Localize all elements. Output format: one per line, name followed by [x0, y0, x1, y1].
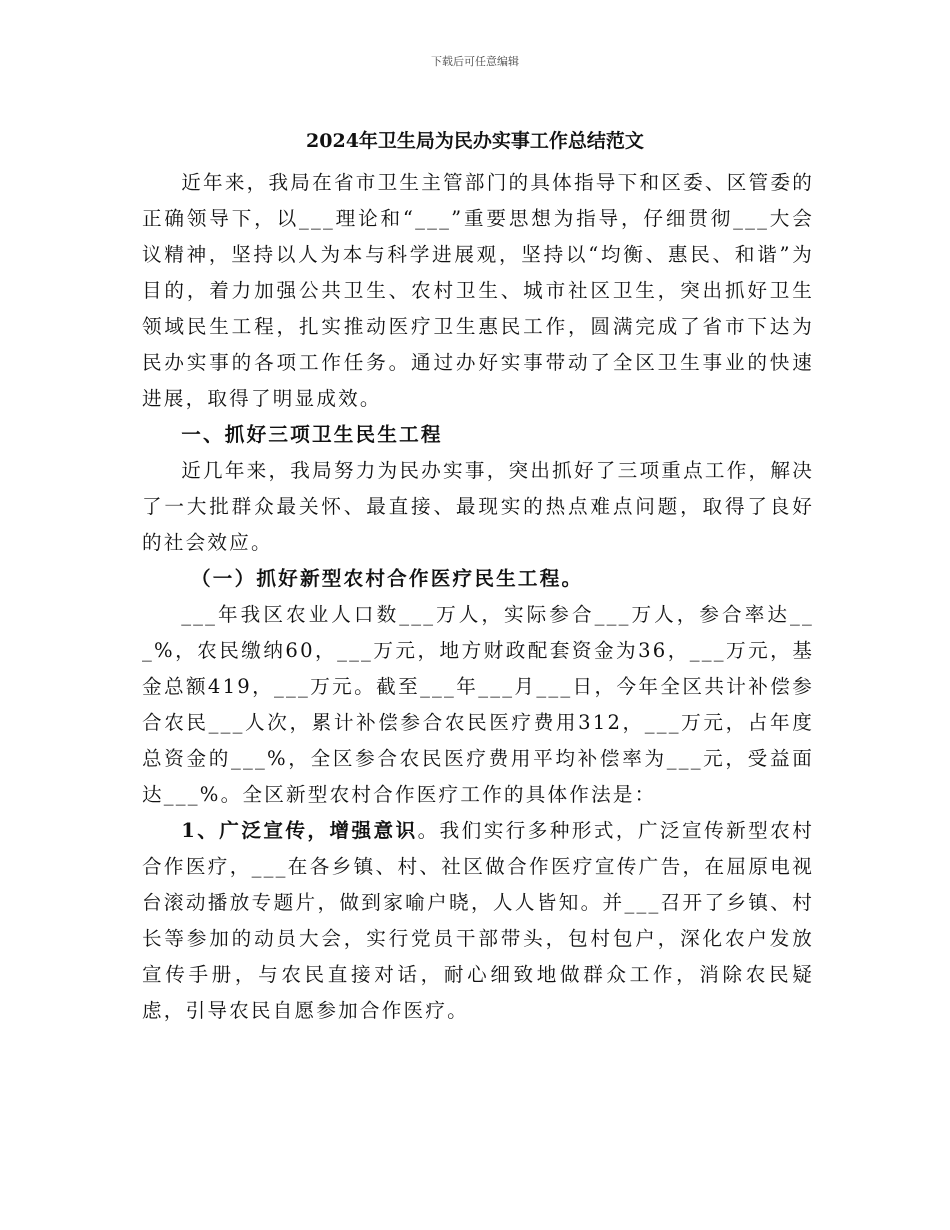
paragraph-3-lead: 1、广泛宣传，增强意识 [181, 819, 418, 842]
document-body [142, 165, 814, 1029]
section-heading-1: 一、抓好三项卫生民生工程 [181, 423, 443, 446]
document-title: 2024年卫生局为民办实事工作总结范文 [306, 130, 644, 152]
paragraph-3-text: 。我们实行多种形式，广泛宣传新型农村合作医疗，___在各乡镇、村、社区做合作医疗宣传广告，在屈原电视台滚动播放专题片，做到家喻户晓，人人皆知。并___召开了乡镇、村长等参加的动员大会，实行党员干部带头，包村包户，深化农户发放宣传手册，与农民直接对话，耐心细致地做群众工作，消除农民疑虑，引导农民自愿参加合作医疗。 [142, 819, 814, 1022]
header-note: 下载后可任意编辑 [431, 55, 519, 68]
paragraph-3 [142, 813, 814, 1029]
paragraph-intro: 近年来，我局在省市卫生主管部门的具体指导下和区委、区管委的正确领导下，以___理论和“___”重要思想为指导，仔细贯彻___大会议精神，坚持以人为本与科学进展观，坚持以“均衡、惠民、和谐”为目的，着力加强公共卫生、农村卫生、城市社区卫生，突出抓好卫生领域民生工程，扎实推动医疗卫生惠民工作，圆满完成了省市下达为民办实事的各项工作任务。通过办好实事带动了全区卫生事业的快速进展，取得了明显成效。 [142, 171, 814, 410]
subsection-heading-1: （一）抓好新型农村合作医疗民生工程。 [191, 567, 584, 590]
paragraph-1: 近几年来，我局努力为民办实事，突出抓好了三项重点工作，解决了一大批群众最关怀、最直接、最现实的热点难点问题，取得了良好的社会效应。 [142, 459, 814, 554]
paragraph-2: ___年我区农业人口数___万人，实际参合___万人，参合率达___%，农民缴纳60，___万元，地方财政配套资金为36，___万元，基金总额419，___万元。截至___年___月___日，今年全区共计补偿参合农民___人次，累计补偿参合农民医疗费用312，___万元，占年度总资金的___%，全区参合农民医疗费用平均补偿率为___元，受益面达___%。全区新型农村合作医疗工作的具体作法是： [142, 603, 814, 806]
